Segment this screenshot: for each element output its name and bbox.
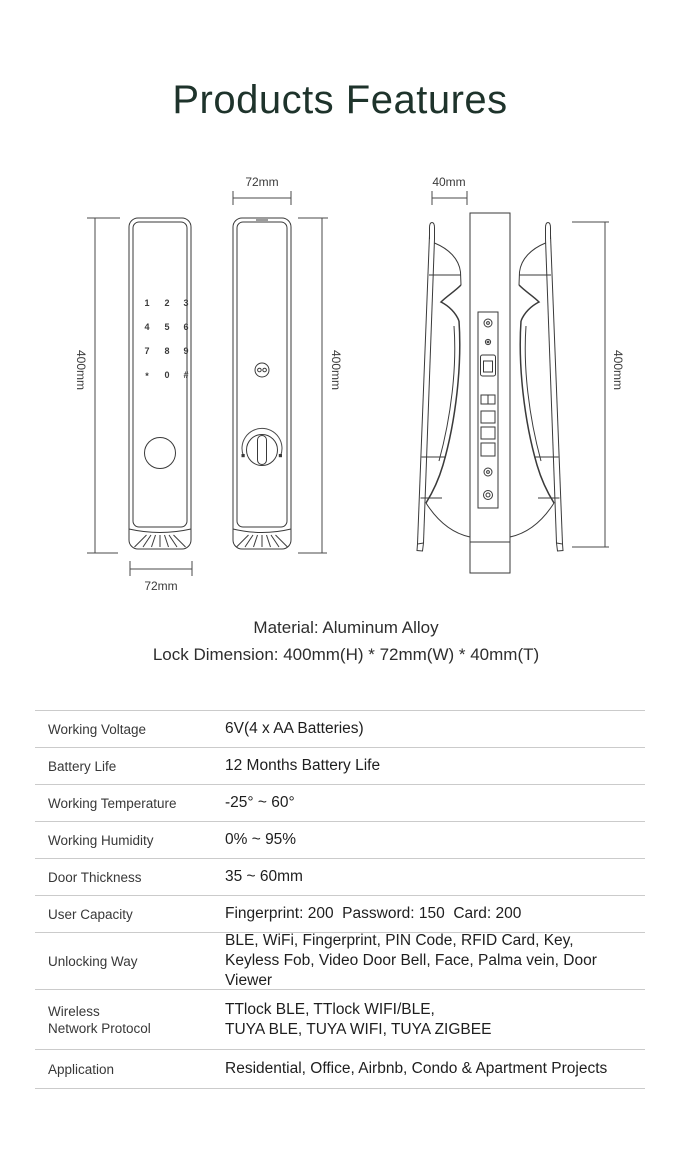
spec-value: 12 Months Battery Life	[225, 757, 381, 774]
brand-emblem	[255, 363, 269, 377]
keypad-star-key: *	[145, 371, 149, 381]
spec-label: Door Thickness	[48, 869, 142, 885]
keypad-digit: 8	[164, 346, 170, 356]
spec-value: Residential, Office, Airbnb, Condo & Apartment Projects	[225, 1060, 608, 1077]
page-title: Products Features	[172, 77, 508, 122]
table-row	[35, 747, 645, 784]
lock-technical-drawing	[0, 165, 680, 610]
front-base-hatching	[135, 535, 186, 547]
side-thickness-dimension	[432, 175, 467, 205]
table-row	[35, 1049, 645, 1089]
spec-value: BLE, WiFi, Fingerprint, PIN Code, RFID Card, Key, Keyless Fob, Video Door Bell, Face, Palma vein, Door Viewer	[225, 932, 602, 989]
faceplate-details	[481, 319, 496, 500]
spec-label: Unlocking Way	[48, 953, 138, 969]
lock-body-edge	[470, 213, 510, 573]
latch-bolt	[481, 355, 496, 376]
dimension-label-width: 72mm	[144, 579, 178, 593]
dimension-label-thickness: 40mm	[432, 175, 466, 189]
material-info	[0, 614, 680, 668]
keypad-digit: 1	[144, 298, 150, 308]
table-row	[35, 895, 645, 932]
table-row	[35, 858, 645, 895]
back-panel-outline	[233, 218, 291, 549]
lock-dimension-line: Lock Dimension: 400mm(H) * 72mm(W) * 40mm(T)	[152, 645, 540, 664]
spec-label: Battery Life	[48, 758, 117, 774]
rotation-arrow-end	[242, 454, 245, 457]
front-height-dimension	[74, 218, 120, 553]
privacy-thumbturn-knob	[242, 428, 283, 465]
spec-label: Application	[48, 1061, 115, 1077]
table-row	[35, 989, 645, 1049]
keypad	[144, 298, 188, 381]
front-view-drawing	[74, 218, 192, 593]
side-view-drawing	[417, 175, 625, 573]
back-height-dimension	[298, 218, 343, 553]
spec-label: Working Humidity	[48, 832, 154, 848]
dimension-label-height: 400mm	[329, 349, 343, 391]
spec-value: 35 ~ 60mm	[225, 868, 303, 885]
table-row	[35, 710, 645, 747]
back-base-separation	[233, 529, 291, 533]
keypad-digit: 6	[183, 322, 189, 332]
panel-side-profile-mirrored	[510, 223, 563, 552]
keypad-digit: 0	[164, 370, 170, 380]
keypad-hash-key: #	[183, 370, 189, 380]
specification-table	[35, 710, 645, 1089]
back-base-hatching	[237, 535, 288, 547]
keypad-digit: 5	[164, 322, 170, 332]
front-width-dimension	[130, 561, 192, 593]
panel-side-profile	[417, 223, 470, 552]
keypad-digit: 7	[144, 346, 150, 356]
front-panel-inner-outline	[133, 222, 187, 527]
keypad-digit: 3	[183, 298, 189, 308]
fingerprint-sensor	[145, 438, 176, 469]
front-panel-outline	[129, 218, 191, 549]
dimension-label-height: 400mm	[74, 349, 88, 391]
rotation-arrow-end	[279, 454, 282, 457]
spec-label: Working Temperature	[48, 795, 177, 811]
back-panel-inner-outline	[237, 222, 287, 527]
keypad-digit: 2	[164, 298, 170, 308]
spec-value: 0% ~ 95%	[225, 831, 297, 848]
spec-value: TTlock BLE, TTlock WIFI/BLE, TUYA BLE, TUYA WIFI, TUYA ZIGBEE	[225, 1000, 492, 1038]
keypad-digit: 4	[144, 322, 150, 332]
spec-label: User Capacity	[48, 906, 133, 922]
spec-value: -25° ~ 60°	[225, 794, 295, 811]
spec-value: Fingerprint: 200 Password: 150 Card: 200	[225, 905, 522, 922]
spec-value: 6V(4 x AA Batteries)	[225, 720, 364, 737]
table-row	[35, 932, 645, 989]
front-base-separation	[129, 529, 191, 533]
dimension-label-width: 72mm	[245, 175, 279, 189]
side-height-dimension	[572, 222, 625, 547]
spec-label: Working Voltage	[48, 721, 147, 737]
back-width-dimension	[233, 175, 291, 205]
back-view-drawing	[233, 175, 343, 553]
dimension-label-height: 400mm	[611, 349, 625, 391]
table-row	[35, 821, 645, 858]
table-row	[35, 784, 645, 821]
material-line: Material: Aluminum Alloy	[253, 618, 439, 637]
keypad-digit: 9	[183, 346, 189, 356]
spec-label: Wireless Network Protocol	[48, 1003, 151, 1036]
